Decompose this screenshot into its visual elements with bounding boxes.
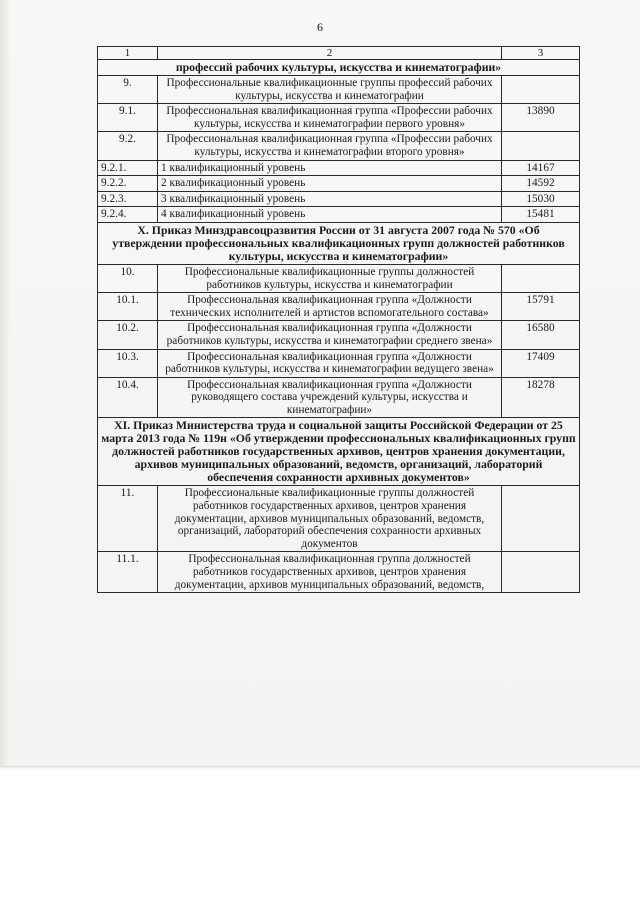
row-number: 10.3. [98, 349, 158, 377]
row-salary-value: 17409 [502, 349, 580, 377]
section-header-row [98, 60, 580, 76]
row-number: 11. [98, 486, 158, 552]
section-header-row [98, 222, 580, 264]
row-number: 10.1. [98, 293, 158, 321]
row-salary-value [502, 552, 580, 593]
row-description: 1 квалификационный уровень [158, 160, 502, 176]
row-salary-value [502, 76, 580, 104]
table-row [98, 264, 580, 292]
table-row [98, 321, 580, 349]
row-description: 4 квалификационный уровень [158, 207, 502, 223]
column-number: 1 [98, 47, 158, 60]
row-description: Профессиональная квалификационная группа «Профессии рабочих культуры, искусства и кинематографии первого уровня» [158, 104, 502, 132]
table-row [98, 207, 580, 223]
row-salary-value: 16580 [502, 321, 580, 349]
table-row [98, 293, 580, 321]
row-salary-value: 14592 [502, 176, 580, 192]
section-heading: XI. Приказ Министерства труда и социальной защиты Российской Федерации от 25 марта 2013 года № 119н «Об утверждении профессиональных квалификационных групп должностей работников государственных архивов, центров хранения документации, архивов муниципальных образований, ведомств, организаций, лабораторий обеспечения сохранности архивных документов» [98, 418, 580, 486]
row-salary-value: 18278 [502, 377, 580, 418]
scan-edge [0, 766, 640, 769]
row-description: 3 квалификационный уровень [158, 191, 502, 207]
column-number-row [98, 47, 580, 60]
row-description: Профессиональная квалификационная группа «Должности работников культуры, искусства и кинематографии ведущего звена» [158, 349, 502, 377]
salary-table [97, 46, 580, 593]
scan-shadow [0, 0, 10, 768]
table-row [98, 552, 580, 593]
table-row [98, 377, 580, 418]
table-row [98, 132, 580, 160]
row-number: 9.2. [98, 132, 158, 160]
row-description: Профессиональные квалификационные группы должностей работников государственных архивов, центров хранения документации, архивов муниципальных образований, ведомств, организаций, лабораторий обеспечения сохранности архивных документов [158, 486, 502, 552]
row-number: 10.2. [98, 321, 158, 349]
row-salary-value [502, 486, 580, 552]
row-description: Профессиональная квалификационная группа «Должности работников культуры, искусства и кинематографии среднего звена» [158, 321, 502, 349]
row-number: 11.1. [98, 552, 158, 593]
section-header-row [98, 418, 580, 486]
row-number: 9.1. [98, 104, 158, 132]
column-number: 2 [158, 47, 502, 60]
row-salary-value: 15030 [502, 191, 580, 207]
section-heading: X. Приказ Минздравсоцразвития России от 31 августа 2007 года № 570 «Об утверждении профессиональных квалификационных групп должностей работников культуры, искусства и кинематографии» [98, 222, 580, 264]
row-salary-value: 15481 [502, 207, 580, 223]
table-row [98, 486, 580, 552]
row-salary-value [502, 264, 580, 292]
row-salary-value: 14167 [502, 160, 580, 176]
row-salary-value: 15791 [502, 293, 580, 321]
row-description: Профессиональные квалификационные группы профессий рабочих культуры, искусства и кинематографии [158, 76, 502, 104]
row-salary-value [502, 132, 580, 160]
table-row [98, 176, 580, 192]
row-number: 9. [98, 76, 158, 104]
row-description: Профессиональная квалификационная группа «Должности руководящего состава учреждений культуры, искусства и кинематографии» [158, 377, 502, 418]
row-number: 10.4. [98, 377, 158, 418]
row-salary-value: 13890 [502, 104, 580, 132]
row-description: Профессиональные квалификационные группы должностей работников культуры, искусства и кинематографии [158, 264, 502, 292]
row-description: Профессиональная квалификационная группа должностей работников государственных архивов, центров хранения документации, архивов муниципальных образований, ведомств, [158, 552, 502, 593]
page-number: 6 [317, 20, 323, 34]
section-heading: профессий рабочих культуры, искусства и кинематографии» [98, 60, 580, 76]
row-number: 9.2.1. [98, 160, 158, 176]
table-row [98, 76, 580, 104]
row-description: Профессиональная квалификационная группа «Должности технических исполнителей и артистов вспомогательного состава» [158, 293, 502, 321]
table-row [98, 191, 580, 207]
table-row [98, 349, 580, 377]
column-number: 3 [502, 47, 580, 60]
row-number: 10. [98, 264, 158, 292]
row-number: 9.2.4. [98, 207, 158, 223]
row-description: Профессиональная квалификационная группа «Профессии рабочих культуры, искусства и кинематографии второго уровня» [158, 132, 502, 160]
row-number: 9.2.2. [98, 176, 158, 192]
row-description: 2 квалификационный уровень [158, 176, 502, 192]
row-number: 9.2.3. [98, 191, 158, 207]
table-row [98, 160, 580, 176]
table-row [98, 104, 580, 132]
